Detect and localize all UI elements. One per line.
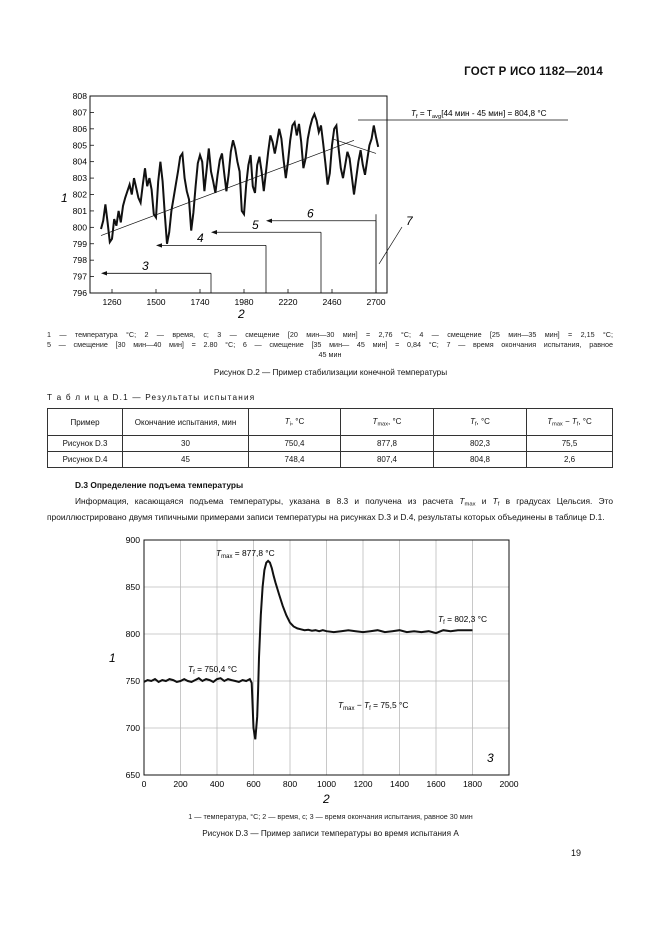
chart1-ylabel-key: 1 (61, 191, 68, 205)
chart1-y-tick-label: 802 (72, 189, 87, 200)
chart2-x-tick-label: 1000 (316, 779, 337, 789)
table-cell: 748,4 (249, 452, 341, 468)
figure-d2-legend-line-2: 5 — смещение [30 мин—40 мин] = 2.80 °C; 6 — смещение [35 мин— 45 мин] = 0,84 °C; 7 — время окончания испытания, равное (47, 340, 613, 349)
table-cell: 2,6 (527, 452, 613, 468)
figure-d3-chart (100, 534, 530, 809)
chart1-offset-arrowhead (266, 219, 272, 223)
table-cell: 877,8 (341, 436, 434, 452)
chart1-y-tick-label: 807 (72, 107, 87, 118)
chart2-annotation-tmax: $T_{max} = 877,8$ °C (216, 548, 275, 560)
chart1-plot-frame (90, 96, 387, 293)
table-row (48, 436, 613, 452)
chart2-x-tick-label: 1200 (353, 779, 373, 789)
chart1-offset-label: 3 (142, 258, 149, 273)
chart2-y-tick-label: 800 (125, 629, 140, 639)
chart1-label-7: 7 (406, 214, 413, 228)
chart1-y-tick-label: 803 (72, 173, 87, 184)
chart1-y-tick-label: 806 (72, 123, 87, 134)
chart1-annotation-tf: $T_f = T_{avg}[44$ мин - 45 мин] = 804,8 °C (411, 109, 547, 120)
chart2-ylabel-key: 1 (109, 651, 116, 665)
chart1-y-tick-label: 796 (72, 288, 87, 298)
chart2-y-tick-label: 900 (125, 535, 140, 545)
chart2-x-tick-label: 400 (209, 779, 225, 789)
table-row (48, 452, 613, 468)
document-header: ГОСТ Р ИСО 1182—2014 (464, 66, 603, 78)
chart1-offset-label: 5 (252, 217, 259, 232)
chart1-x-tick-label: 2700 (366, 297, 386, 307)
col-tmax: $T_{max}$, °C (341, 409, 434, 436)
table-cell: 45 (123, 452, 249, 468)
col-ti: $T_i$, °C (249, 409, 341, 436)
table-title: Т а б л и ц а D.1 — Результаты испытания (47, 393, 256, 402)
figure-d2-legend-line-1: 1 — температура °C; 2 — время, с; 3 — смещение [20 мин—30 мин] = 2,76 °C; 4 — смещение [25 мин—35 мин] = 2,15 °C; (47, 330, 613, 339)
figure-d2-chart (40, 86, 600, 326)
chart1-x-tick-label: 2460 (322, 297, 342, 307)
chart2-xlabel-key: 2 (323, 792, 330, 806)
table-cell: 75,5 (527, 436, 613, 452)
table-header-row (48, 409, 613, 436)
chart2-y-tick-label: 700 (125, 723, 140, 733)
chart1-x-tick-label: 1260 (102, 297, 122, 307)
chart1-y-tick-label: 804 (72, 156, 87, 167)
figure-d2-legend (47, 330, 613, 360)
chart2-annotation-tf-right: $T_f = 802,3$ °C (438, 614, 488, 626)
table-cell: 802,3 (434, 436, 527, 452)
table-cell: 750,4 (249, 436, 341, 452)
chart2-x-tick-label: 1400 (389, 779, 410, 789)
chart1-offset-label: 4 (197, 230, 204, 245)
figure-d3-legend: 1 — температура, °C; 2 — время, с; 3 — время окончания испытания, равное 30 мин (188, 812, 473, 821)
chart1-offset-arrowhead (211, 230, 217, 234)
chart1-y-tick-label: 799 (72, 238, 87, 249)
table-cell: 807,4 (341, 452, 434, 468)
chart1-y-tick-label: 797 (72, 271, 87, 282)
chart2-x-tick-label: 800 (282, 779, 298, 789)
col-tf: $T_f$, °C (434, 409, 527, 436)
chart1-x-tick-label: 2220 (278, 297, 298, 307)
results-table (47, 408, 613, 468)
table-cell: Рисунок D.4 (48, 452, 123, 468)
chart1-offset-arrowhead (156, 243, 162, 247)
chart1-y-tick-label: 805 (72, 140, 87, 151)
chart2-y-tick-label: 850 (125, 582, 140, 592)
chart2-x-tick-label: 1600 (426, 779, 446, 789)
chart1-offset-label: 6 (307, 206, 314, 221)
figure-d2-legend-line-3: 45 мин (318, 350, 342, 359)
section-heading: D.3 Определение подъема температуры (75, 480, 244, 490)
chart1-temperature-line (101, 114, 378, 244)
chart2-x-tick-label: 0 (141, 779, 147, 789)
chart1-x-tick-label: 1980 (234, 297, 254, 307)
chart1-x-tick-label: 1500 (146, 297, 166, 307)
chart2-x-tick-label: 2000 (499, 779, 519, 789)
chart2-y-tick-label: 650 (125, 770, 140, 780)
chart2-x-tick-label: 1800 (462, 779, 483, 789)
chart2-corner-key: 3 (487, 751, 494, 765)
chart1-y-tick-label: 800 (72, 222, 87, 233)
figure-d3-caption: Рисунок D.3 — Пример записи температуры во время испытания А (202, 829, 459, 838)
chart2-x-tick-label: 600 (246, 779, 261, 789)
chart1-y-tick-label: 798 (72, 255, 87, 266)
chart2-x-tick-label: 200 (173, 779, 188, 789)
chart1-x-tick-label: 1740 (190, 297, 210, 307)
chart1-xlabel-key: 2 (238, 307, 245, 321)
col-end-time: Окончание испытания, мин (123, 409, 249, 436)
table-cell: Рисунок D.3 (48, 436, 123, 452)
col-rise: $T_{max} - T_f$, °C (527, 409, 613, 436)
col-example: Пример (48, 409, 123, 436)
figure-d2-caption: Рисунок D.2 — Пример стабилизации конечной температуры (213, 368, 448, 377)
chart2-annotation-tf-left: $T_f = 750,4$ °C (188, 664, 238, 676)
chart1-y-tick-label: 801 (72, 205, 87, 216)
table-cell: 804,8 (434, 452, 527, 468)
section-paragraph: Информация, касающаяся подъема температуры, указана в 8.3 и получена из расчета $T_{max}$ и $T_f$ в градусах Цельсия. Это проиллюстрировано двумя типичными примерами записи температуры на рисунках D.3 и D.4, результаты которых объединены в таблице D.1. (47, 496, 613, 522)
chart2-annotation-rise: $T_{max} - T_f = 75,5$ °C (338, 700, 409, 712)
table-cell: 30 (123, 436, 249, 452)
chart1-offset-arrowhead (101, 271, 107, 275)
chart2-y-tick-label: 750 (125, 676, 140, 686)
page-number: 19 (571, 848, 582, 858)
chart2-temperature-line (144, 561, 473, 739)
chart1-label7-leader (379, 227, 402, 264)
chart1-y-tick-label: 808 (72, 91, 87, 101)
